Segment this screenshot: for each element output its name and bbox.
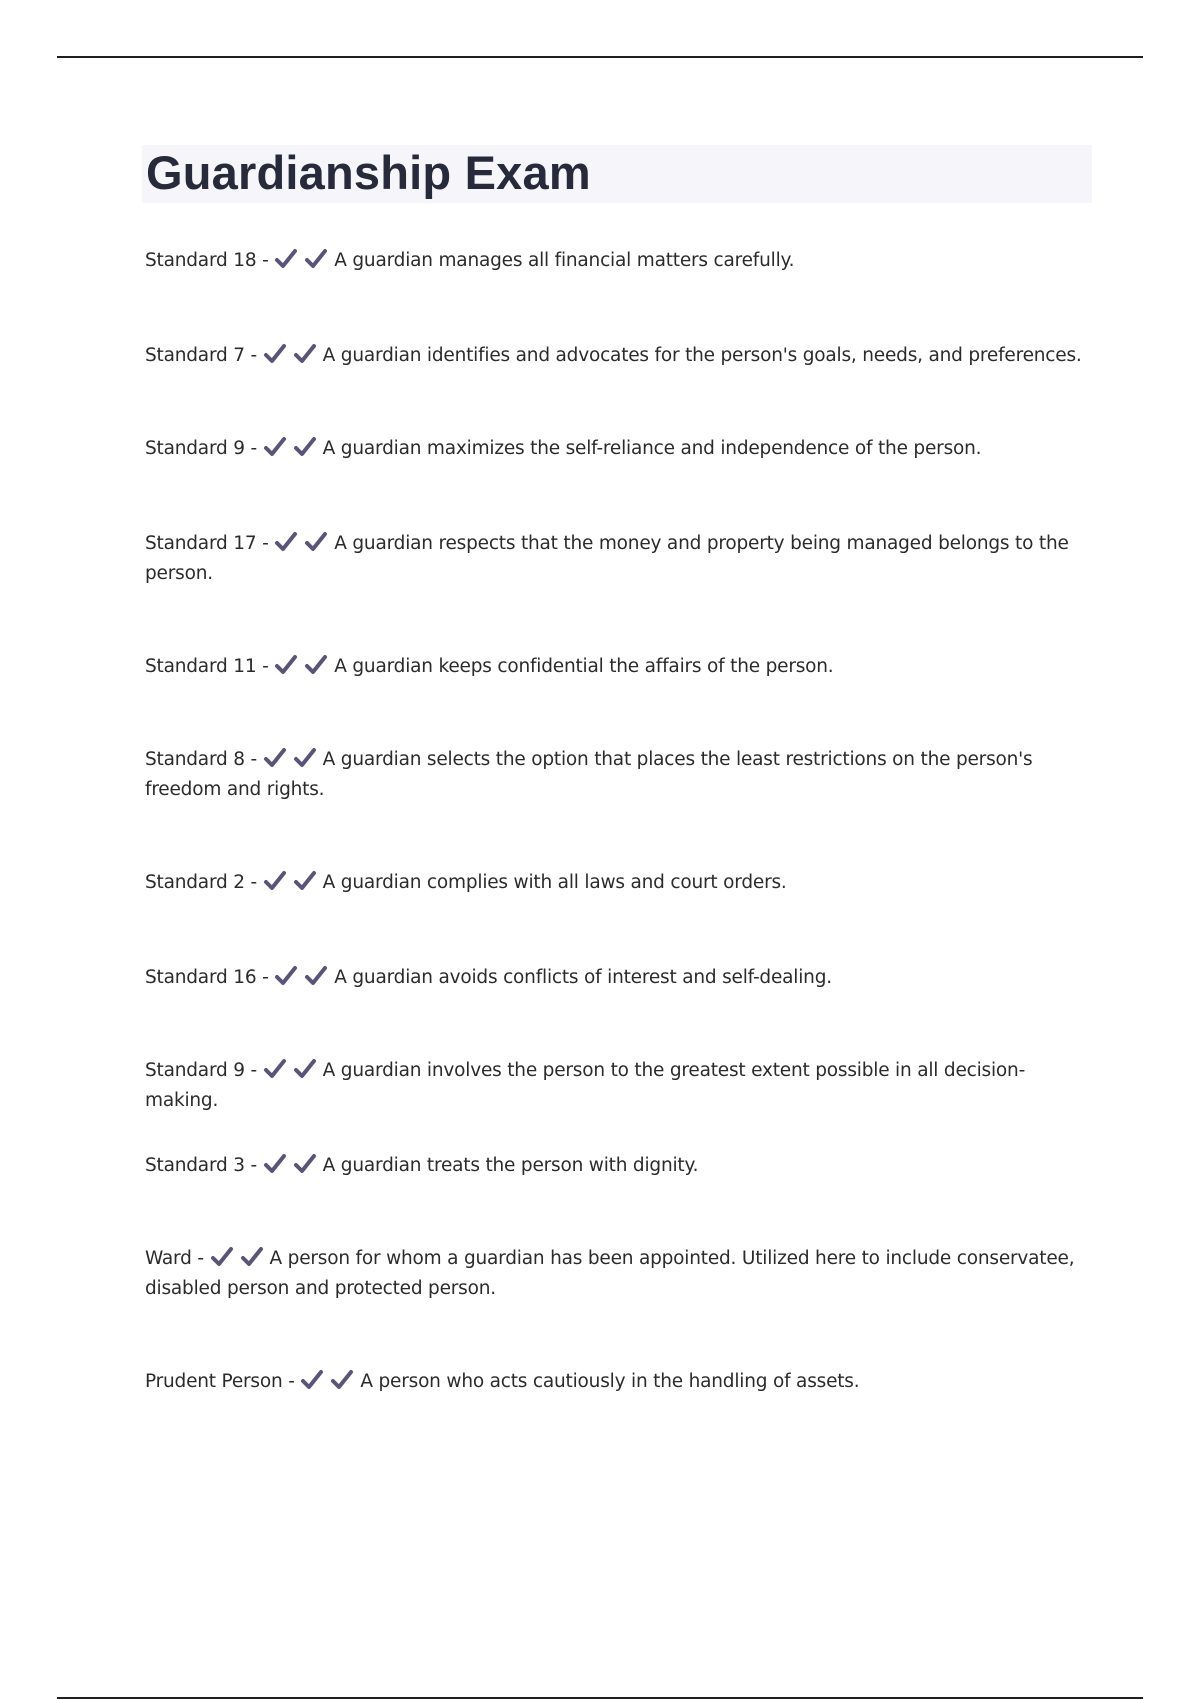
check-icon xyxy=(293,1153,317,1175)
entry-definition: A person for whom a guardian has been appointed. Utilized here to include conservatee, disabled person and protected person. xyxy=(145,1248,1075,1299)
list-item xyxy=(145,963,1095,993)
entry-definition: A guardian treats the person with dignity. xyxy=(322,1155,699,1176)
entry-term: Standard 11 - xyxy=(145,656,269,677)
check-icon xyxy=(263,870,287,892)
entry-term: Standard 17 - xyxy=(145,533,269,554)
check-icon xyxy=(293,747,317,769)
check-icon xyxy=(304,654,328,676)
entry-definition: A guardian respects that the money and property being managed belongs to the person. xyxy=(145,533,1069,584)
check-icon xyxy=(274,248,298,270)
entry-definition: A guardian complies with all laws and court orders. xyxy=(322,872,787,893)
check-icon xyxy=(263,1058,287,1080)
check-icon xyxy=(293,1058,317,1080)
entry-term: Prudent Person - xyxy=(145,1371,295,1392)
list-item xyxy=(145,652,1095,682)
entry-term: Standard 18 - xyxy=(145,250,269,271)
check-icon xyxy=(240,1246,264,1268)
list-item xyxy=(145,1151,1095,1181)
check-icon xyxy=(274,654,298,676)
entry-term: Standard 3 - xyxy=(145,1155,257,1176)
check-icon xyxy=(293,436,317,458)
entry-definition: A guardian avoids conflicts of interest and self-dealing. xyxy=(334,967,832,988)
entry-term: Standard 9 - xyxy=(145,438,257,459)
check-icon xyxy=(304,965,328,987)
list-item xyxy=(145,1367,1095,1397)
list-item xyxy=(145,246,1095,276)
check-icon xyxy=(330,1369,354,1391)
check-icon xyxy=(274,965,298,987)
list-item xyxy=(145,341,1095,371)
entry-term: Standard 8 - xyxy=(145,749,257,770)
check-icon xyxy=(210,1246,234,1268)
list-item xyxy=(145,1244,1095,1304)
entry-definition: A guardian involves the person to the greatest extent possible in all decision-making. xyxy=(145,1060,1026,1111)
check-icon xyxy=(274,531,298,553)
check-icon xyxy=(293,343,317,365)
check-icon xyxy=(263,343,287,365)
page-title: Guardianship Exam xyxy=(146,146,591,199)
list-item xyxy=(145,1056,1095,1116)
entry-definition: A guardian manages all financial matters carefully. xyxy=(334,250,795,271)
check-icon xyxy=(263,436,287,458)
bottom-rule xyxy=(57,1697,1143,1699)
entry-term: Standard 7 - xyxy=(145,345,257,366)
check-icon xyxy=(300,1369,324,1391)
check-icon xyxy=(293,870,317,892)
check-icon xyxy=(263,1153,287,1175)
entry-definition: A guardian maximizes the self-reliance and independence of the person. xyxy=(322,438,982,459)
entry-term: Standard 9 - xyxy=(145,1060,257,1081)
check-icon xyxy=(304,531,328,553)
top-rule xyxy=(57,56,1143,58)
entry-definition: A guardian selects the option that places the least restrictions on the person's freedom and rights. xyxy=(145,749,1033,800)
check-icon xyxy=(263,747,287,769)
entry-term: Standard 2 - xyxy=(145,872,257,893)
entry-term: Standard 16 - xyxy=(145,967,269,988)
entry-definition: A guardian keeps confidential the affairs of the person. xyxy=(334,656,834,677)
list-item xyxy=(145,529,1095,589)
entry-definition: A person who acts cautiously in the handling of assets. xyxy=(360,1371,860,1392)
list-item xyxy=(145,434,1095,464)
list-item xyxy=(145,745,1095,805)
entry-definition: A guardian identifies and advocates for the person's goals, needs, and preferences. xyxy=(322,345,1082,366)
check-icon xyxy=(304,248,328,270)
entry-term: Ward - xyxy=(145,1248,204,1269)
list-item xyxy=(145,868,1095,898)
